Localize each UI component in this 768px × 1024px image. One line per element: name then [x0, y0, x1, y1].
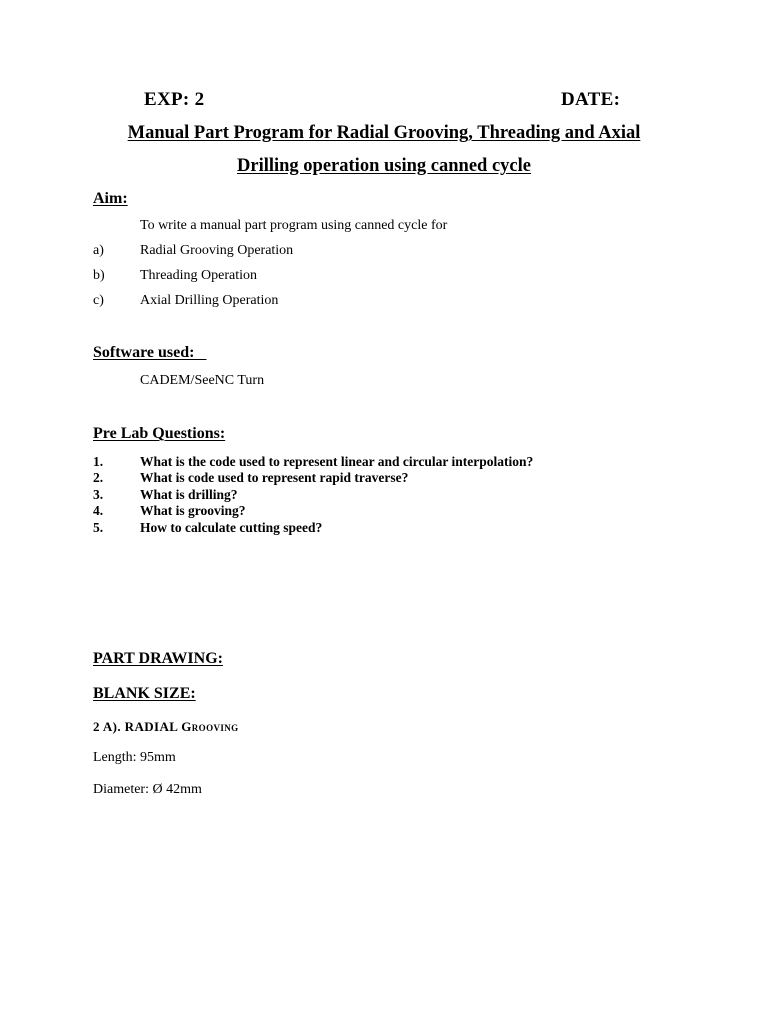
prelab-heading: Pre Lab Questions:: [93, 425, 226, 442]
experiment-number: EXP: 2: [144, 89, 205, 110]
part-drawing-heading: PART DRAWING:: [93, 650, 223, 667]
aim-item-text: Threading Operation: [140, 268, 258, 283]
question-text: What is code used to represent rapid traverse?: [140, 470, 409, 485]
aim-item-marker: a): [93, 243, 104, 258]
aim-item-marker: c): [93, 293, 104, 308]
subheading-prefix: 2 A). RADIAL: [93, 719, 182, 734]
aim-heading: Aim:: [93, 190, 128, 207]
question-text: What is grooving?: [140, 503, 246, 518]
date-label: DATE:: [561, 89, 621, 110]
question-number: 1.: [93, 454, 104, 469]
software-heading-text: Software used:: [93, 344, 195, 361]
software-value: CADEM/SeeNC Turn: [140, 373, 265, 388]
aim-item-marker: b): [93, 268, 105, 283]
question-number: 4.: [93, 503, 104, 518]
question-number: 2.: [93, 470, 104, 485]
blank-length: Length: 95mm: [93, 750, 176, 765]
question-text: What is drilling?: [140, 487, 238, 502]
aim-item-text: Axial Drilling Operation: [140, 293, 279, 308]
radial-grooving-subheading: [93, 719, 239, 735]
question-text: What is the code used to represent linear and circular interpolation?: [140, 454, 534, 469]
question-text: How to calculate cutting speed?: [140, 520, 323, 535]
aim-intro: To write a manual part program using canned cycle for: [140, 218, 448, 233]
document-title-line-2: Drilling operation using canned cycle: [237, 156, 531, 176]
document-title-line-1: Manual Part Program for Radial Grooving, Threading and Axial: [127, 123, 641, 143]
aim-item-text: Radial Grooving Operation: [140, 243, 294, 258]
subheading-suffix: Grooving: [181, 719, 239, 734]
question-number: 3.: [93, 487, 104, 502]
blank-diameter: Diameter: Ø 42mm: [93, 782, 202, 797]
question-number: 5.: [93, 520, 104, 535]
software-heading: [93, 344, 206, 362]
blank-size-heading: BLANK SIZE:: [93, 685, 196, 702]
